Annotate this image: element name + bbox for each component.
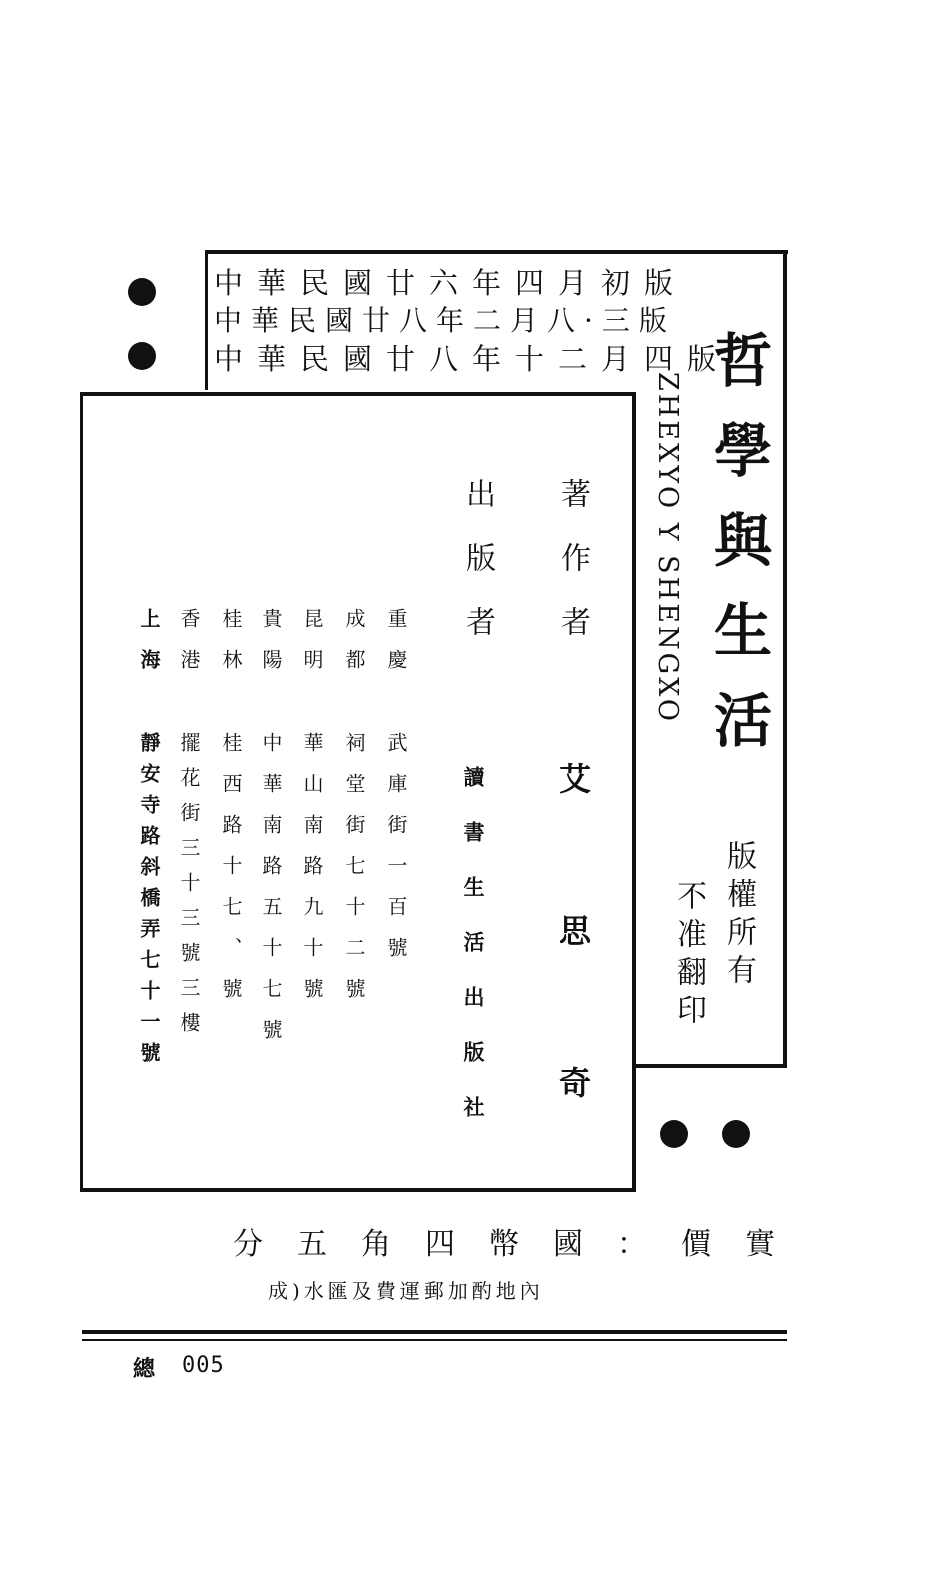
edition-box-right-border	[783, 250, 787, 1068]
branch-city-guilin: 桂林	[219, 608, 243, 690]
edition-box-top-border	[205, 250, 788, 254]
footer-rule-bottom	[82, 1339, 787, 1341]
edition-box-left-border	[205, 250, 208, 390]
branch-city-chongqing: 重慶	[384, 608, 408, 690]
branch-address-guiyang: 中華南路五十七號	[259, 732, 283, 1060]
branch-city-hongkong: 香港	[177, 608, 201, 690]
binding-dot-lower	[128, 342, 156, 370]
branch-address-chongqing: 武庫街一百號	[384, 732, 408, 978]
publisher-label: 出版者	[460, 478, 495, 670]
branch-city-chengdu: 成都	[342, 608, 366, 690]
colophon-box-right-border	[632, 392, 636, 1192]
binding-dot-right-a	[660, 1120, 688, 1148]
colophon-box-left-border	[80, 392, 83, 1192]
branch-city-shanghai: 上海	[137, 608, 161, 690]
book-title: 哲學與生活	[704, 330, 772, 780]
branch-address-shanghai: 靜安寺路斜橋弄七十一號	[137, 732, 161, 1073]
edition-fourth: 中華民國廿八年十二月四版	[214, 342, 731, 376]
branch-city-kunming: 昆明	[300, 608, 324, 690]
price-note: 內地酌加郵運費及匯水(成	[268, 1279, 544, 1303]
branch-address-chengdu: 祠堂街七十二號	[342, 732, 366, 1019]
footer-label: 總	[133, 1356, 166, 1382]
edition-third: 中華民國廿八年二月八·三版	[214, 304, 676, 337]
publisher-name: 讀書生活出版社	[461, 766, 486, 1151]
copyright-notice-line2: 不准翻印	[671, 880, 706, 1032]
colophon-box-top-border	[80, 392, 635, 396]
price-line: 實價：國幣四角五分	[233, 1227, 809, 1262]
branch-city-guiyang: 貴陽	[259, 608, 283, 690]
footer-number: 005	[182, 1353, 225, 1378]
book-title-romanized: ZHEXYO Y SHENGXO	[652, 372, 683, 725]
binding-dot-upper	[128, 278, 156, 306]
branch-address-hongkong: 擺花街三十三號三樓	[177, 732, 201, 1047]
title-box-bottom-border	[636, 1064, 787, 1068]
footer-rule-top	[82, 1330, 787, 1334]
binding-dot-right-b	[722, 1120, 750, 1148]
branch-address-kunming: 華山南路九十號	[300, 732, 324, 1019]
copyright-notice-line1: 版權所有	[721, 840, 756, 992]
edition-first: 中華民國廿六年四月初版	[214, 266, 688, 300]
author-label: 著作者	[555, 478, 590, 670]
author-name: 艾思奇	[554, 762, 592, 1218]
branch-address-guilin: 桂西路十七、號	[219, 732, 243, 1019]
